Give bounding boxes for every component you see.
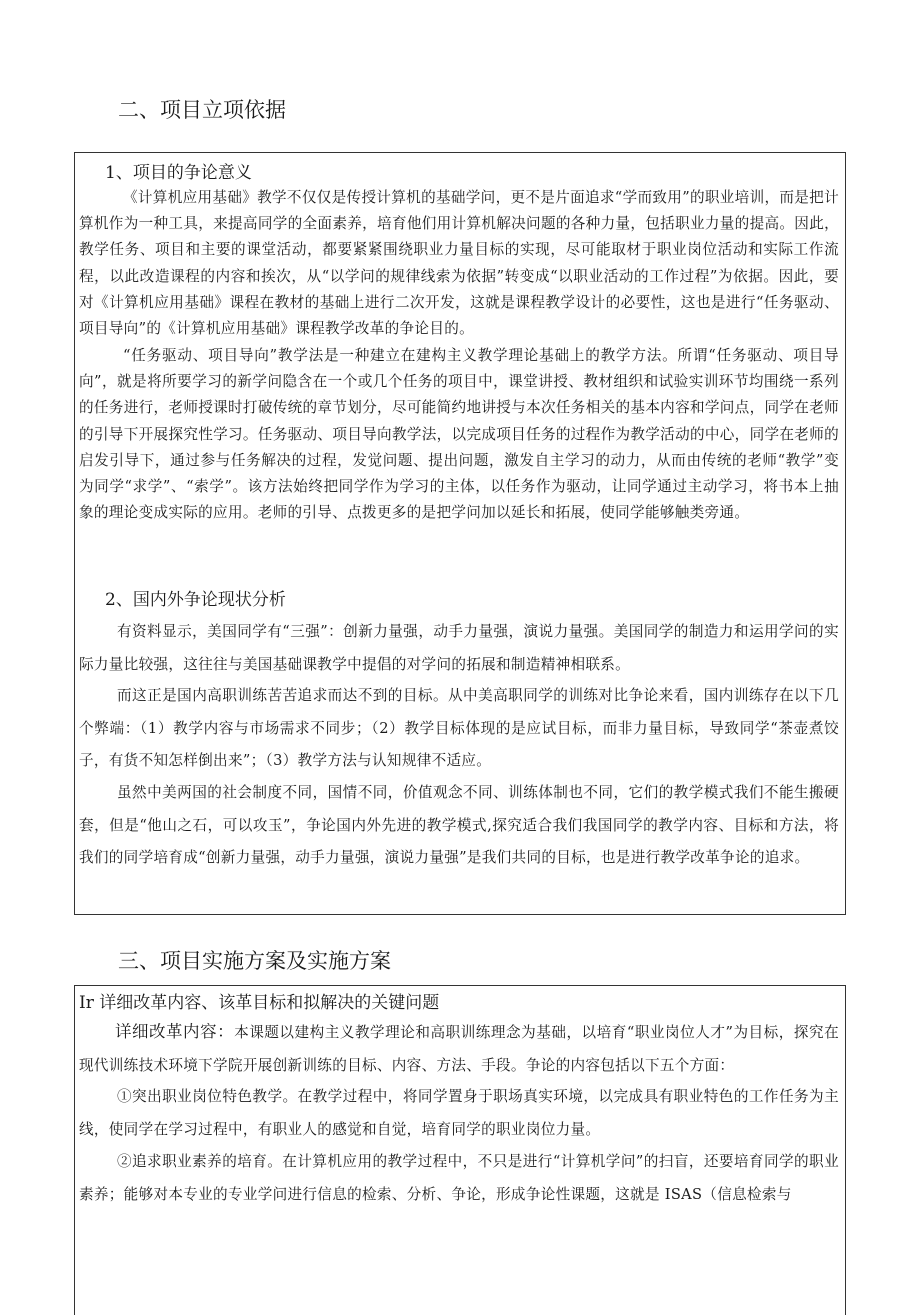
reform-content-label: 详细改革内容： — [115, 1022, 235, 1041]
sub1-title: 1、项目的争论意义 — [105, 163, 252, 183]
reform-content-paragraph — [79, 1016, 839, 1082]
sub1-paragraph-1: 《计算机应用基础》教学不仅仅是传授计算机的基础学问，更不是片面追求“学而致用”的职业培训，而是把计算机作为一种工具，来提高同学的全面素养，培育他们用计算机解决问题的各种力量，包括职业力量的提高。因此，教学任务、项目和主要的课堂活动，都要紧紧围绕职业力量目标的实现，尽可能取材于职业岗位活动和实际工作流程，以此改造课程的内容和挨次，从“以学问的规律线索为依据”转变成“以职业活动的工作过程”为依据。因此，要对《计算机应用基础》课程在教材的基础上进行二次开发，这就是课程教学设计的必要性，这也是进行“任务驱动、项目导向”的《计算机应用基础》课程教学改革的争论目的。 — [79, 189, 839, 338]
reform-point-2: ②追求职业素养的培育。在计算机应用的教学过程中，不只是进行“计算机学问”的扫盲，还要培育同学的职业素养；能够对本专业的专业学问进行信息的检索、分析、争论，形成争论性课题，这就是 ISAS（信息检索与 — [79, 1153, 839, 1203]
section-3-box — [74, 985, 846, 1315]
sub2-title: 2、国内外争论现状分析 — [105, 590, 286, 610]
section-3-title: 三、项目实施方案及实施方案 — [118, 949, 391, 973]
sub1-paragraph-2: “任务驱动、项目导向”教学法是一种建立在建构主义教学理论基础上的教学方法。所谓“任务驱动、项目导向”，就是将所要学习的新学问隐含在一个或几个任务的项目中，课堂讲授、教材组织和试验实训环节均围绕一系列的任务进行，老师授课时打破传统的章节划分，尽可能简约地讲授与本次任务相关的基本内容和学问点，同学在老师的引导下开展探究性学习。任务驱动、项目导向教学法，以完成项目任务的过程作为教学活动的中心，同学在老师的启发引导下，通过参与任务解决的过程，发觉问题、提出问题，激发自主学习的动力，从而由传统的老师“教学”变为同学“求学”、“索学”。该方法始终把同学作为学习的主体，以任务作为驱动，让同学通过主动学习，将书本上抽象的理论变成实际的应用。老师的引导、点拨更多的是把学问加以延长和拓展，使同学能够触类旁通。 — [79, 347, 839, 522]
sub2-paragraph-3: 虽然中美两国的社会制度不同，国情不同，价值观念不同、训练体制也不同，它们的教学模式我们不能生搬硬套，但是“他山之石，可以攻玉”，争论国内外先进的教学模式,探究适合我们我国同学的教学内容、目标和方法，将我们的同学培育成“创新力量强，动手力量强，演说力量强”是我们共同的目标，也是进行教学改革争论的追求。 — [79, 784, 839, 866]
section-2-title: 二、项目立项依据 — [118, 98, 286, 122]
sub2-paragraph-1: 有资料显示，美国同学有“三强”：创新力量强，动手力量强，演说力量强。美国同学的制造力和运用学问的实际力量比较强，这往往与美国基础课教学中提倡的对学问的拓展和制造精神相联系。 — [79, 623, 839, 673]
section-3-sub1-title: Ir 详细改革内容、该革目标和拟解决的关键问题 — [79, 993, 440, 1013]
reform-point-1: ①突出职业岗位特色教学。在教学过程中，将同学置身于职场真实环境，以完成具有职业特色的工作任务为主线，使同学在学习过程中，有职业人的感觉和自觉，培育同学的职业岗位力量。 — [79, 1088, 839, 1138]
sub2-paragraph-2: 而这正是国内高职训练苦苦追求而达不到的目标。从中美高职同学的训练对比争论来看，国内训练存在以下几个弊端：（1）教学内容与市场需求不同步；（2）教学目标体现的是应试目标，而非力量目标，导致同学“茶壶煮饺子，有货不知怎样倒出来”；（3）教学方法与认知规律不适应。 — [79, 687, 839, 769]
reform-content-text: 本课题以建构主义教学理论和高职训练理念为基础，以培育“职业岗位人才”为目标，探究在现代训练技术环境下学院开展创新训练的目标、内容、方法、手段。争论的内容包括以下五个方面： — [79, 1024, 839, 1074]
section-2-box — [74, 152, 846, 915]
